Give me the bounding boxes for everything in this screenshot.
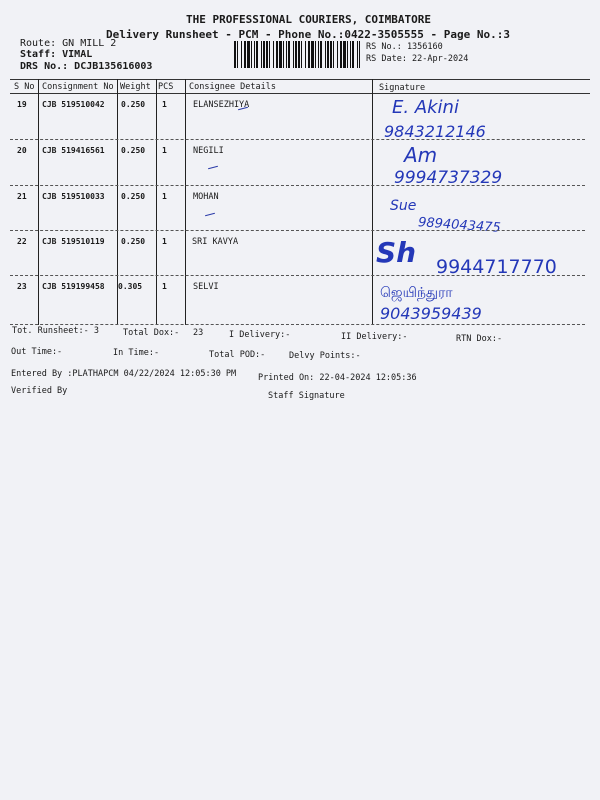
total-dox-label: Total Dox:-: [123, 328, 180, 338]
rs-date: RS Date: 22-Apr-2024: [366, 54, 469, 64]
col-header-sno: S No: [14, 82, 35, 92]
staff-label: Staff: VIMAL: [20, 49, 93, 60]
total-pod: Total POD:-: [209, 350, 266, 360]
barcode-image: [234, 41, 360, 68]
printed-on: Printed On: 22-04-2024 12:05:36: [258, 373, 417, 383]
row-sno: 22: [17, 237, 27, 246]
row-pcs: 1: [162, 282, 167, 291]
signature-phone: 9944717770: [436, 256, 557, 278]
row-consignee: ELANSEZHIYA: [193, 100, 250, 110]
ii-delivery: II Delivery:-: [341, 332, 408, 342]
row-consignee: SELVI: [193, 282, 219, 292]
row-consignment: CJB 519510033: [42, 192, 105, 201]
col-header-weight: Weight: [120, 82, 151, 92]
signature-name: E. Akini: [392, 97, 459, 118]
row-sno: 23: [17, 282, 27, 291]
in-time: In Time:-: [113, 348, 160, 358]
row-consignee: MOHAN: [193, 192, 219, 202]
company-title: THE PROFESSIONAL COURIERS, COIMBATORE: [186, 13, 432, 26]
rtn-dox: RTN Dox:-: [456, 334, 503, 344]
col-header-consignee: Consignee Details: [189, 82, 276, 92]
tot-runsheet: Tot. Runsheet:- 3: [12, 326, 99, 336]
row-weight: 0.250: [121, 100, 146, 109]
check-mark: [208, 166, 218, 170]
row-consignment: CJB 519510042: [42, 100, 105, 109]
row-consignment: CJB 519510119: [42, 237, 105, 246]
row-weight: 0.250: [121, 146, 146, 155]
out-time: Out Time:-: [11, 347, 63, 357]
i-delivery: I Delivery:-: [229, 330, 291, 340]
entered-by: Entered By :PLATHAPCM 04/22/2024 12:05:30 PM: [11, 369, 237, 379]
row-weight: 0.250: [121, 192, 146, 201]
row-weight: 0.305: [118, 282, 143, 291]
signature-name: ஜெயிந்துரா: [380, 285, 453, 301]
signature-phone: 9894043475: [417, 215, 502, 236]
rs-number: RS No.: 1356160: [366, 42, 443, 52]
signature-name: Am: [404, 143, 438, 167]
col-header-signature: Signature: [379, 83, 426, 93]
col-header-consignment: Consignment No: [42, 82, 114, 92]
row-weight: 0.250: [121, 237, 146, 246]
row-sno: 20: [17, 146, 27, 155]
row-sno: 21: [17, 192, 27, 201]
drs-number: DRS No.: DCJB135616003: [20, 61, 153, 72]
row-pcs: 1: [162, 100, 167, 109]
delvy-points: Delvy Points:-: [289, 351, 361, 361]
runsheet-title: Delivery Runsheet - PCM - Phone No.:0422-3505555 - Page No.:3: [106, 28, 510, 41]
row-pcs: 1: [162, 146, 167, 155]
signature-name: Sh: [376, 236, 417, 269]
row-consignee: SRI KAVYA: [192, 237, 239, 247]
row-pcs: 1: [162, 192, 167, 201]
staff-signature: Staff Signature: [268, 391, 345, 401]
signature-name: Sue: [390, 198, 417, 214]
signature-phone: 9043959439: [380, 304, 482, 323]
row-consignment: CJB 519416561: [42, 146, 105, 155]
row-consignee: NEGILI: [193, 146, 224, 156]
signature-phone: 9843212146: [384, 122, 486, 141]
row-sno: 19: [17, 100, 27, 109]
check-mark: [205, 213, 215, 217]
row-pcs: 1: [162, 237, 167, 246]
route-label: Route: GN MILL 2: [20, 38, 117, 49]
row-consignment: CJB 519199458: [42, 282, 105, 291]
signature-phone: 9994737329: [394, 168, 503, 188]
total-dox-value: 23: [193, 328, 204, 338]
col-header-pcs: PCS: [158, 82, 174, 92]
verified-by: Verified By: [11, 386, 68, 396]
